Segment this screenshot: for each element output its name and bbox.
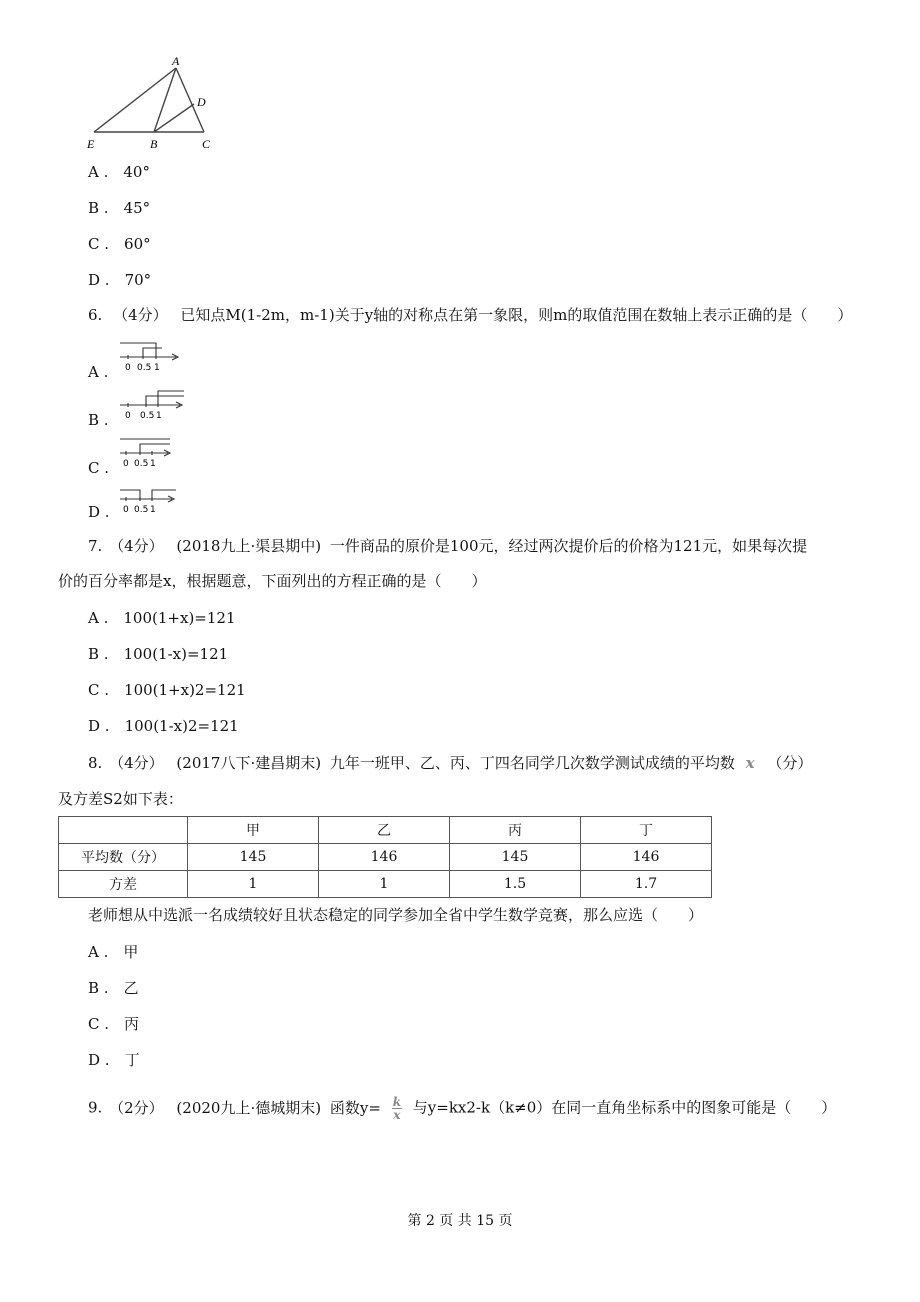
question-number: 9.: [88, 1098, 103, 1117]
label-e: E: [87, 137, 95, 151]
q8-stem-line2: [58, 788, 183, 809]
question-text: 及方差S2如下表：: [58, 790, 183, 808]
q5-option-d[interactable]: D . 70°: [88, 271, 152, 289]
question-number: 7.: [88, 537, 103, 555]
option-letter: B: [88, 645, 100, 663]
question-text: 九年一班甲、乙、丙、丁四名同学几次数学测试成绩的平均数: [329, 754, 735, 772]
tick-05: 0.5: [134, 505, 149, 515]
tick-1: 1: [154, 363, 160, 373]
option-text: 70°: [124, 271, 152, 289]
option-letter: D: [88, 271, 101, 289]
option-text: 甲: [123, 943, 139, 961]
option-letter: C: [88, 459, 100, 477]
q8-option-a[interactable]: A . 甲: [88, 943, 139, 961]
question-text: 与y=kx2-k（k≠0）在同一直角坐标系中的图象可能是（ ）: [412, 1098, 837, 1117]
option-letter: B: [88, 199, 100, 217]
table-cell: 1: [188, 871, 319, 898]
table-cell: 方差: [59, 871, 188, 898]
label-a: A: [172, 54, 180, 68]
option-text: 丙: [124, 1015, 140, 1033]
option-letter: A: [88, 363, 99, 381]
q8-option-c[interactable]: C . 丙: [88, 1015, 140, 1033]
option-text: 40°: [123, 163, 150, 181]
score-table: [58, 816, 712, 898]
table-cell: 丙: [450, 817, 581, 844]
table-cell: 甲: [188, 817, 319, 844]
option-text: 100(1+x)=121: [123, 609, 236, 627]
tick-1: 1: [150, 505, 156, 515]
option-letter: D: [88, 717, 101, 735]
q5-option-a[interactable]: A . 40°: [88, 163, 150, 181]
label-b: B: [150, 137, 158, 151]
q5-option-c[interactable]: C . 60°: [88, 235, 151, 253]
tick-1: 1: [150, 459, 156, 469]
question-source: (2020九上·德城期末): [176, 1098, 322, 1117]
tick-05: 0.5: [137, 363, 152, 373]
q9-stem: [88, 1096, 836, 1121]
question-score: （4分）: [109, 754, 164, 772]
q8-question: [88, 904, 703, 925]
option-letter: C: [88, 681, 100, 699]
label-c: C: [202, 137, 211, 151]
q7-option-d[interactable]: D . 100(1-x)2=121: [88, 717, 239, 735]
q7-stem-line2: [58, 570, 486, 591]
option-text: 100(1-x)2=121: [124, 717, 239, 735]
table-cell: 145: [450, 844, 581, 871]
q6-option-a[interactable]: A .: [88, 363, 109, 381]
option-letter: D: [88, 1051, 101, 1069]
tick-1: 1: [156, 411, 162, 421]
number-line-d: [118, 482, 180, 516]
question-text: 已知点M(1-2m，m-1)关于y轴的对称点在第一象限，则m的取值范围在数轴上表示正确的是（ ）: [180, 306, 853, 324]
tick-0: 0: [125, 363, 131, 373]
tick-0: 0: [123, 459, 129, 469]
question-score: （4分）: [109, 537, 164, 555]
option-letter: D: [88, 503, 101, 521]
option-letter: A: [88, 943, 99, 961]
tick-0: 0: [123, 505, 129, 515]
number-line-b: [118, 388, 188, 422]
triangle-figure: [84, 54, 220, 154]
tick-05: 0.5: [134, 459, 149, 469]
q8-option-d[interactable]: D . 丁: [88, 1051, 140, 1069]
q6-option-c[interactable]: C .: [88, 459, 110, 477]
table-cell: 平均数（分）: [59, 844, 188, 871]
page-number: 第 2 页 共 15 页: [407, 1213, 513, 1229]
q6-stem: [88, 304, 852, 325]
option-text: 100(1-x)=121: [123, 645, 229, 663]
option-text: 乙: [123, 979, 139, 997]
option-letter: C: [88, 1015, 100, 1033]
fraction-denominator: x: [393, 1108, 401, 1122]
option-letter: A: [88, 163, 99, 181]
q6-option-b[interactable]: B .: [88, 411, 109, 429]
fraction-numerator: k: [392, 1095, 402, 1109]
table-row: [59, 844, 712, 871]
question-number: 6.: [88, 306, 103, 324]
table-cell: 146: [581, 844, 712, 871]
label-d: D: [197, 95, 206, 109]
q5-option-b[interactable]: B . 45°: [88, 199, 151, 217]
table-cell: 1.7: [581, 871, 712, 898]
question-source: (2017八下·建昌期末): [176, 754, 322, 772]
question-text: 一件商品的原价是100元，经过两次提价后的价格为121元，如果每次提: [329, 537, 808, 555]
q7-option-b[interactable]: B . 100(1-x)=121: [88, 645, 229, 663]
table-cell: 145: [188, 844, 319, 871]
table-cell: 1: [319, 871, 450, 898]
q7-option-c[interactable]: C . 100(1+x)2=121: [88, 681, 246, 699]
tick-0: 0: [125, 411, 131, 421]
table-cell: 1.5: [450, 871, 581, 898]
fraction-k-over-x: [392, 1096, 402, 1121]
option-letter: B: [88, 411, 100, 429]
q8-option-b[interactable]: B . 乙: [88, 979, 139, 997]
option-text: 100(1+x)2=121: [124, 681, 246, 699]
option-letter: C: [88, 235, 100, 253]
tick-05: 0.5: [140, 411, 155, 421]
q7-option-a[interactable]: A . 100(1+x)=121: [88, 609, 236, 627]
question-source: (2018九上·渠县期中): [176, 537, 322, 555]
q7-stem-line1: [88, 535, 807, 556]
table-row: [59, 871, 712, 898]
table-cell: 丁: [581, 817, 712, 844]
q8-stem-line1: [88, 752, 812, 773]
option-letter: B: [88, 979, 100, 997]
question-text: 价的百分率都是x，根据题意，下面列出的方程正确的是（ ）: [58, 572, 487, 590]
q6-option-d[interactable]: D .: [88, 503, 110, 521]
question-text: 函数y=: [329, 1098, 381, 1117]
number-line-a: [118, 340, 184, 374]
option-text: 60°: [124, 235, 151, 253]
table-cell: 乙: [319, 817, 450, 844]
x-bar-symbol: x: [745, 754, 755, 772]
question-text: 老师想从中选派一名成绩较好且状态稳定的同学参加全省中学生数学竞赛，那么应选（ ）: [88, 906, 704, 924]
table-cell: 146: [319, 844, 450, 871]
question-score: （4分）: [113, 306, 168, 324]
number-line-c: [118, 436, 178, 470]
option-text: 丁: [124, 1051, 140, 1069]
option-text: 45°: [123, 199, 151, 217]
table-cell: [59, 817, 188, 844]
question-number: 8.: [88, 754, 103, 772]
option-letter: A: [88, 609, 99, 627]
question-score: （2分）: [109, 1098, 164, 1117]
question-unit: （分）: [767, 754, 813, 772]
page-footer: [0, 1210, 920, 1230]
table-header-row: [59, 817, 712, 844]
